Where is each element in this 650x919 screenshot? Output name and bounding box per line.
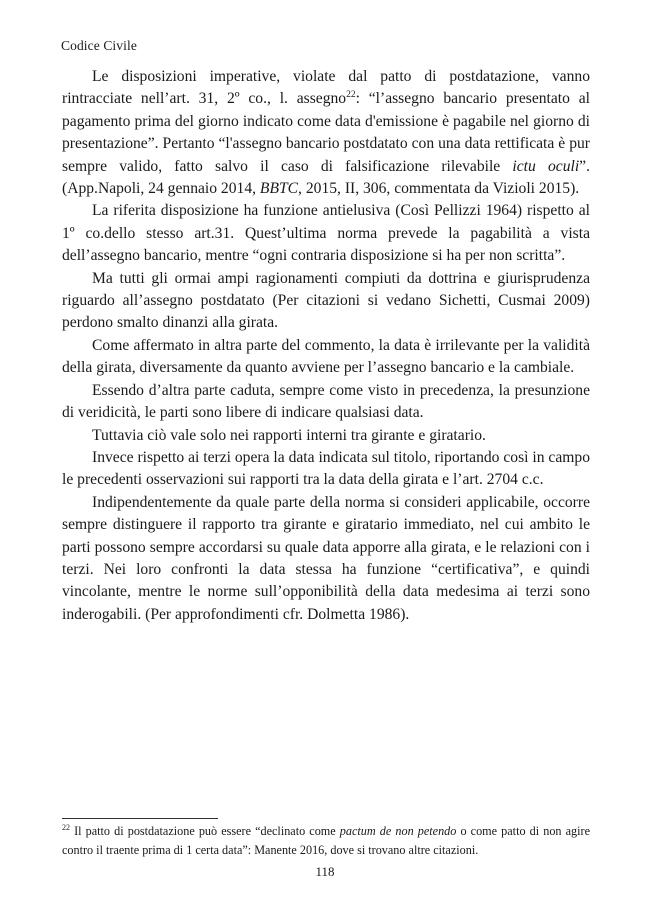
running-header: Codice Civile — [61, 38, 137, 53]
footnote-divider — [62, 818, 218, 819]
page-number: 118 — [315, 864, 335, 879]
footnote-italic: pactum de non petendo — [339, 824, 457, 838]
paragraph-6: Tuttavia ciò vale solo nei rapporti interni tra girante e giratario. — [92, 426, 486, 444]
footnote-text-b: o come patto di non agire contro il traente prima di 1 certa data”: Manente 2016, dove si trovano altre citazioni. — [62, 824, 590, 857]
paragraph-3: Ma tutti gli ormai ampi ragionamenti compiuti da dottrina e giurisprudenza riguardo all’assegno postdatato (Per citazioni si vedano Sichetti, Cusmai 2009) perdono smalto dinanzi alla girata. — [62, 269, 590, 332]
footnote-number: 22 — [62, 822, 70, 832]
body-text — [62, 66, 590, 626]
paragraph-4: Come affermato in altra parte del commento, la data è irrilevante per la validità della girata, diversamente da quanto avviene per l’assegno bancario e la cambiale. — [62, 336, 590, 377]
paragraph-1-italic-2: BBTC — [259, 180, 299, 198]
footnote-text-a: Il patto di postdatazione può essere “declinato come — [70, 824, 340, 838]
paragraph-2: La riferita disposizione ha funzione antielusiva (Così Pellizzi 1964) rispetto al 1º co.dello stesso art.31. Quest’ultima norma prevede la pagabilità a vista dell’assegno bancario, mentre “ogni contraria disposizione si ha per non scritta”. — [62, 202, 590, 265]
footnote — [62, 822, 590, 860]
footnote-reference: 22 — [346, 90, 356, 101]
paragraph-1-italic-1: ictu oculi — [512, 157, 580, 175]
paragraph-1-text-b: : “l’assegno bancario presentato al pagamento prima del giorno indicato come data d'emissione è pagabile nel giorno di presentazione”. Pertanto “l'assegno bancario postdatato con una data rettificata è pur sempre valido, fatto salvo il caso di falsificazione rilevabile — [62, 90, 590, 175]
paragraph-1-text-c: ”. (App.Napoli, 24 gennaio 2014, — [62, 157, 590, 198]
paragraph-1-text-d: , 2015, II, 306, commentata da Vizioli 2015). — [298, 180, 580, 198]
paragraph-8: Indipendentemente da quale parte della norma si consideri applicabile, occorre sempre distinguere il rapporto tra girante e giratario immediato, nel cui ambito le parti possono sempre accordarsi su quale data apporre alla girata, e le relazioni con i terzi. Nei loro confronti la data stessa ha funzione “certificativa”, e quindi vincolante, mentre le norme sull’opponibilità della data medesima ai terzi sono inderogabili. (Per approfondimenti cfr. Dolmetta 1986). — [62, 493, 590, 623]
paragraph-1-text-a: Le disposizioni imperative, violate dal patto di postdatazione, vanno rintracciate nell’art. 31, 2º co., l. assegno — [62, 68, 590, 108]
paragraph-1 — [62, 66, 590, 200]
paragraph-7: Invece rispetto ai terzi opera la data indicata sul titolo, riportando così in campo le precedenti osservazioni sui rapporti tra la data della girata e l’art. 2704 c.c. — [62, 448, 590, 489]
paragraph-5: Essendo d’altra parte caduta, sempre come visto in precedenza, la presunzione di veridicità, le parti sono libere di indicare qualsiasi data. — [62, 381, 590, 422]
